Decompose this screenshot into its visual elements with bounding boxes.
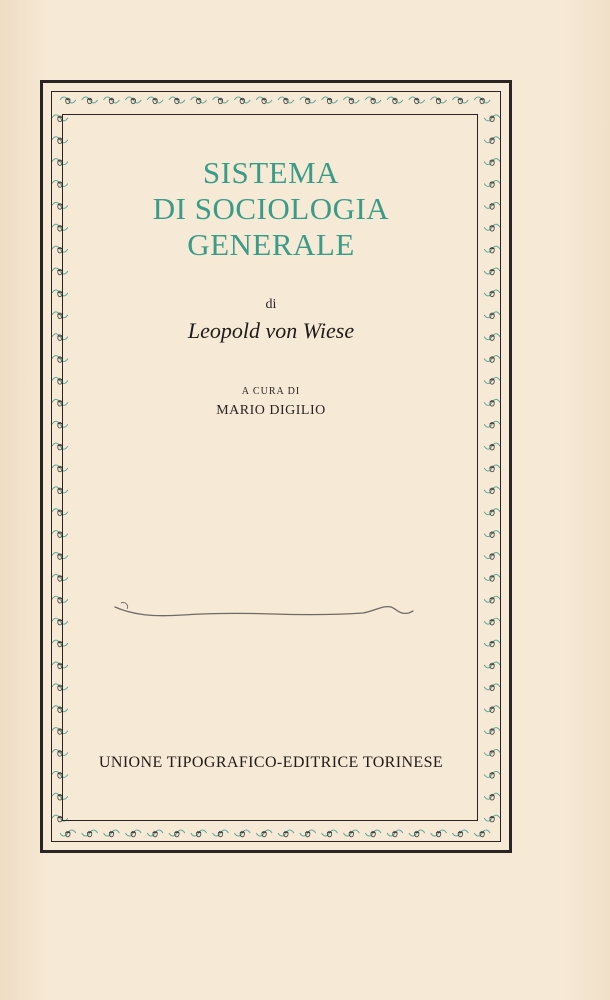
- editor-name: MARIO DIGILIO: [216, 403, 326, 418]
- title-panel: [62, 114, 478, 821]
- title-line-2: DI SOCIOLOGIA: [152, 191, 390, 226]
- author-name: Leopold von Wiese: [187, 318, 355, 343]
- title-line-1: SISTEMA: [202, 155, 340, 190]
- handwritten-signature-icon: [113, 593, 423, 623]
- editor-label: A CURA DI: [241, 386, 301, 397]
- title-line-3: GENERALE: [187, 227, 355, 262]
- book-title: [63, 155, 479, 263]
- byline: di: [265, 297, 277, 312]
- publisher-name: UNIONE TIPOGRAFICO-EDITRICE TORINESE: [98, 754, 444, 771]
